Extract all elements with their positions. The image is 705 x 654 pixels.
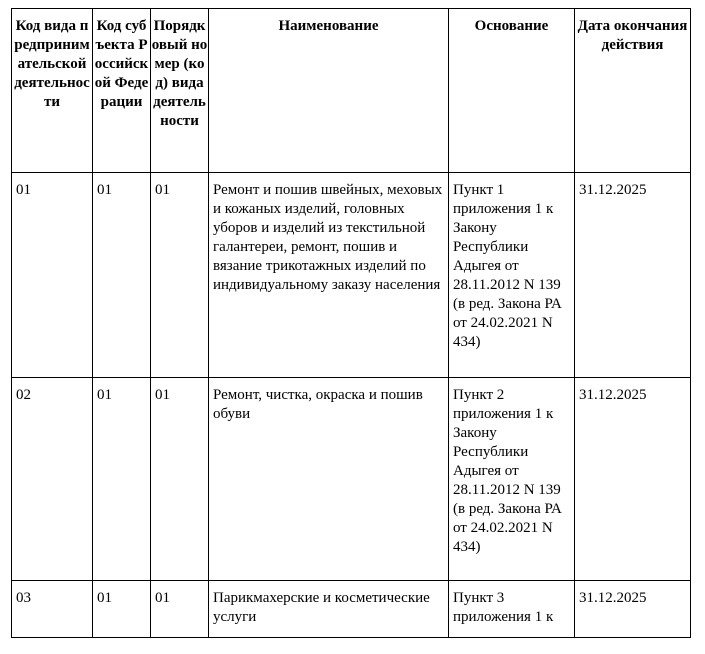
- cell-name: Парикмахерские и косметические услуги: [209, 581, 449, 638]
- cell-seq-number: 01: [151, 378, 209, 581]
- cell-basis: Пункт 2 приложения 1 к Закону Республики Адыгея от 28.11.2012 N 139 (в ред. Закона РА от 24.02.2021 N 434): [449, 378, 575, 581]
- cell-region-code: 01: [93, 173, 151, 378]
- cell-name: Ремонт, чистка, окраска и пошив обуви: [209, 378, 449, 581]
- cell-seq-number: 01: [151, 581, 209, 638]
- header-basis: Основание: [449, 9, 575, 173]
- header-region-code: Код субъекта Российской Федерации: [93, 9, 151, 173]
- header-end-date: Дата окончания действия: [575, 9, 691, 173]
- cell-seq-number: 01: [151, 173, 209, 378]
- table-header-row: [12, 9, 691, 173]
- cell-region-code: 01: [93, 378, 151, 581]
- table-row: [12, 173, 691, 378]
- header-seq-number: Порядковый номер (код) вида деятельности: [151, 9, 209, 173]
- cell-name: Ремонт и пошив швейных, меховых и кожаных изделий, головных уборов и изделий из текстильной галантереи, ремонт, пошив и вязание трикотажных изделий по индивидуальному заказу населения: [209, 173, 449, 378]
- table-row: [12, 378, 691, 581]
- cell-end-date: 31.12.2025: [575, 173, 691, 378]
- table-row: [12, 581, 691, 638]
- header-activity-code: Код вида предпринимательской деятельности: [12, 9, 93, 173]
- cell-activity-code: 02: [12, 378, 93, 581]
- cell-end-date: 31.12.2025: [575, 581, 691, 638]
- cell-region-code: 01: [93, 581, 151, 638]
- cell-end-date: 31.12.2025: [575, 378, 691, 581]
- cell-activity-code: 01: [12, 173, 93, 378]
- cell-basis: Пункт 1 приложения 1 к Закону Республики Адыгея от 28.11.2012 N 139 (в ред. Закона РА от 24.02.2021 N 434): [449, 173, 575, 378]
- cell-basis: Пункт 3 приложения 1 к: [449, 581, 575, 638]
- header-name: Наименование: [209, 9, 449, 173]
- cell-activity-code: 03: [12, 581, 93, 638]
- activity-table: [11, 8, 691, 638]
